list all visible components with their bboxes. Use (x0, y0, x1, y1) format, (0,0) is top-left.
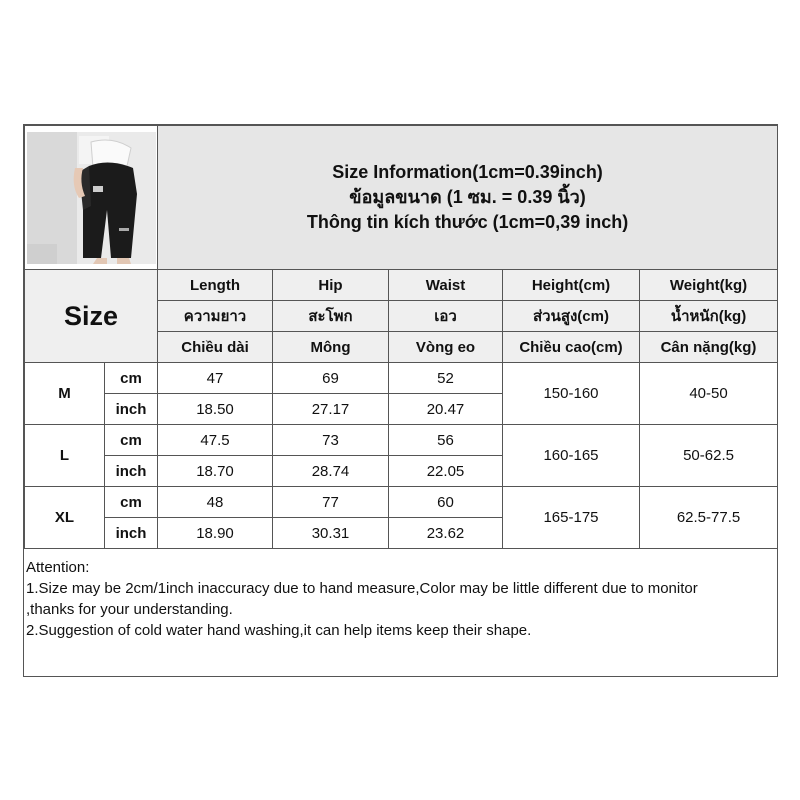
table-row (25, 425, 778, 456)
weight-value: 50-62.5 (640, 425, 778, 487)
size-label-l: L (25, 425, 105, 487)
title-vietnamese: Thông tin kích thước (1cm=0,39 inch) (306, 212, 629, 232)
title-thai: ข้อมูลขนาด (1 ซม. = 0.39 นิ้ว) (349, 187, 586, 207)
product-photo-cell (25, 126, 158, 270)
unit-inch: inch (105, 456, 158, 487)
length-value: 47.5 (158, 425, 273, 456)
length-value: 48 (158, 487, 273, 518)
size-heading: Size (25, 270, 158, 363)
size-table (24, 125, 778, 549)
header-row-english (25, 270, 778, 301)
waist-value: 60 (389, 487, 503, 518)
length-value: 18.90 (158, 518, 273, 549)
col-hip-vi: Mông (273, 332, 389, 363)
size-info-header (158, 126, 778, 270)
col-length-vi: Chiều dài (158, 332, 273, 363)
unit-cm: cm (105, 487, 158, 518)
hip-value: 27.17 (273, 394, 389, 425)
length-value: 47 (158, 363, 273, 394)
size-chart (23, 124, 778, 677)
waist-value: 23.62 (389, 518, 503, 549)
hip-value: 28.74 (273, 456, 389, 487)
note-line-1-continued: ,thanks for your understanding. (26, 601, 233, 618)
hip-value: 77 (273, 487, 389, 518)
title-english: Size Information(1cm=0.39inch) (332, 162, 603, 182)
col-weight-vi: Cân nặng(kg) (640, 332, 778, 363)
waist-value: 56 (389, 425, 503, 456)
height-value: 150-160 (503, 363, 640, 425)
col-weight-th: น้ำหนัก(kg) (640, 301, 778, 332)
note-line-2: 2.Suggestion of cold water hand washing,it can help items keep their shape. (26, 622, 532, 639)
length-value: 18.50 (158, 394, 273, 425)
notes-heading: Attention: (26, 559, 90, 576)
col-length-th: ความยาว (158, 301, 273, 332)
height-value: 160-165 (503, 425, 640, 487)
hip-value: 30.31 (273, 518, 389, 549)
product-photo (27, 132, 156, 264)
col-waist-th: เอว (389, 301, 503, 332)
hip-value: 69 (273, 363, 389, 394)
height-value: 165-175 (503, 487, 640, 549)
col-hip-th: สะโพก (273, 301, 389, 332)
hip-value: 73 (273, 425, 389, 456)
title-row (25, 126, 778, 270)
col-height-en: Height(cm) (503, 270, 640, 301)
unit-cm: cm (105, 363, 158, 394)
unit-cm: cm (105, 425, 158, 456)
waist-value: 52 (389, 363, 503, 394)
size-label-m: M (25, 363, 105, 425)
col-height-th: ส่วนสูง(cm) (503, 301, 640, 332)
table-row (25, 363, 778, 394)
weight-value: 40-50 (640, 363, 778, 425)
attention-notes (26, 557, 774, 641)
col-hip-en: Hip (273, 270, 389, 301)
unit-inch: inch (105, 394, 158, 425)
unit-inch: inch (105, 518, 158, 549)
note-line-1: 1.Size may be 2cm/1inch inaccuracy due to hand measure,Color may be little different due to monitor (26, 580, 698, 597)
weight-value: 62.5-77.5 (640, 487, 778, 549)
col-waist-en: Waist (389, 270, 503, 301)
length-value: 18.70 (158, 456, 273, 487)
waist-value: 22.05 (389, 456, 503, 487)
col-height-vi: Chiều cao(cm) (503, 332, 640, 363)
col-length-en: Length (158, 270, 273, 301)
size-label-xl: XL (25, 487, 105, 549)
col-waist-vi: Vòng eo (389, 332, 503, 363)
table-row (25, 487, 778, 518)
waist-value: 20.47 (389, 394, 503, 425)
col-weight-en: Weight(kg) (640, 270, 778, 301)
